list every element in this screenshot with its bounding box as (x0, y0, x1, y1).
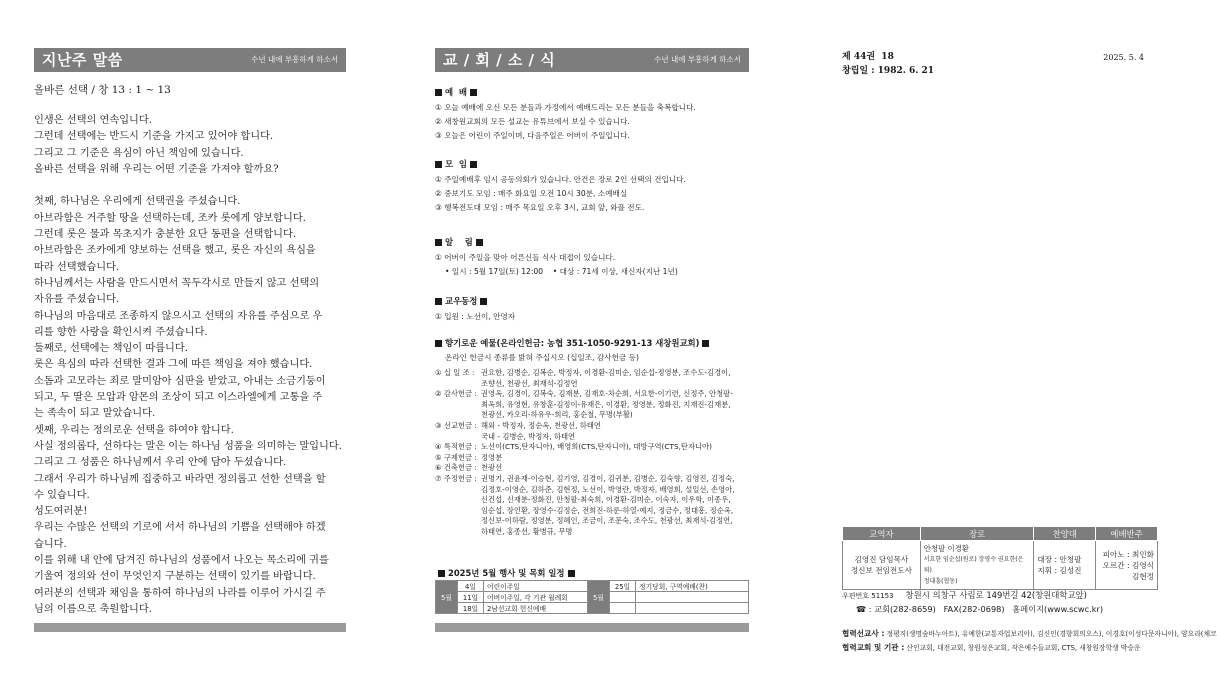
sermon-line: 하나님의 마음대로 조종하지 않으시고 선택의 자유를 주심으로 우 (34, 310, 323, 322)
staff-header-pastors: 교역자 (843, 527, 921, 541)
members-section (435, 295, 749, 324)
offering-names: 정영분 (481, 452, 503, 462)
notice-section (435, 236, 749, 279)
schedule-event (636, 592, 749, 603)
sermon-line: 자유를 주셨습니다. (34, 294, 120, 306)
staff-header-choir: 찬양대 (1034, 527, 1096, 541)
schedule-title: 2025년 5월 행사 및 목회 일정 (435, 567, 749, 579)
sermon-header-title: 지난주 말씀 (42, 51, 123, 69)
notice-item: ① 어버이 주일을 맞아 어른신들 식사 대접이 있습니다. (435, 253, 616, 262)
offering-list (435, 368, 749, 538)
notice-detail: • 일시 : 5월 17일(토) 12:00 • 대상 : 71세 이상, 새신자(지난 1년) (445, 267, 678, 277)
sermon-body (34, 113, 346, 618)
meeting-item: ① 주일예배후 임시 공동의회가 있습니다. 안건은 장로 2인 선택의 건입니다. (435, 175, 686, 184)
sermon-page (34, 0, 346, 681)
news-header-title: 교 / 회 / 소 / 식 (443, 51, 556, 69)
news-header-subtitle: 수년 내에 부흥하게 하소서 (654, 55, 741, 64)
news-page (435, 0, 749, 681)
offering-section (435, 337, 749, 538)
schedule-day: 11일 (458, 592, 484, 603)
offering-category: ④ 특적헌금 : (435, 442, 477, 452)
partner-churches: 협력교회 및 기관 : 산인교회, 대전교회, 창원성은교회, 작은예수들교회, CTS, 새창원장학생 박승운 (842, 643, 1141, 652)
sermon-line: 리를 향한 사랑을 확인시켜 주셨습니다. (34, 326, 208, 338)
sermon-header (34, 48, 346, 72)
worship-item: ② 새창원교회의 모든 설교는 유튜브에서 보실 수 있습니다. (435, 117, 630, 127)
meeting-item: ② 중보기도 모임 : 매주 화요일 오전 10시 30분, 소예배실 (435, 189, 628, 199)
members-title: 교우동정 (435, 295, 749, 307)
worship-section (435, 86, 749, 144)
offering-title: 향기로운 예물(온라인헌금: 농협 351-1050-9291-13 새창원교회) (435, 337, 749, 349)
sermon-line: 그리고 그 성품은 하나님께서 우리 안에 담아 두셨습니다. (34, 457, 287, 469)
meeting-section (435, 158, 749, 216)
sermon-line: 님의 이름으로 축원합니다. (34, 603, 152, 615)
sermon-line: 아브라함은 조카에게 양보하는 선택을 했고, 롯은 자신의 욕심을 (34, 245, 316, 257)
staff-pastors: 김영진 담임목사 정신보 전임전도사 (843, 541, 921, 590)
meeting-item: ③ 행복전도대 모임 : 매주 목요일 오후 3시, 교회 앞, 와플 전도. (435, 203, 645, 213)
sermon-line: 롯은 욕심의 따라 선택한 결과 그에 따른 책임을 져야 했습니다. (34, 359, 313, 371)
address-text: 창원시 의창구 사림로 149번길 42(창원대학교앞) (905, 590, 1087, 600)
sermon-line: 되고, 두 딸은 모압과 암몬의 조상이 되고 이스라엘에게 고통을 주 (34, 392, 323, 404)
sermon-line: 아브라함은 거주할 땅을 선택하는데, 조카 롯에게 양보합니다. (34, 212, 306, 224)
staff-header-elders: 장로 (920, 527, 1034, 541)
worship-item: ③ 오늘은 어린이 주일이며, 다음주일은 어버이 주일입니다. (435, 131, 630, 141)
news-header (435, 48, 749, 72)
schedule-month: 5월 (436, 581, 458, 614)
sermon-line: 셋째, 우리는 정의로운 선택을 하여야 합니다. (34, 424, 234, 436)
offering-category: ⑥ 건축헌금 : (435, 463, 477, 473)
sermon-line: 그리고 그 기준은 욕심이 아닌 책임에 있습니다. (34, 147, 244, 159)
info-page (842, 0, 1217, 681)
meeting-title: 모 임 (435, 158, 749, 170)
offering-category: ⑤ 구제헌금 : (435, 452, 477, 462)
volume-number: 제 44권 18 (842, 52, 894, 62)
sermon-line: 는 족속이 되고 말았습니다. (34, 408, 156, 420)
notice-title: 알 림 (435, 236, 749, 248)
schedule-row (436, 581, 749, 592)
staff-choir: 대장 : 안청팔 지휘 : 김성진 (1034, 541, 1096, 590)
schedule-day (610, 592, 636, 603)
staff-header-accompanist: 예배반주 (1096, 527, 1158, 541)
offering-names: 신건섭, 신재분-정화진, 안청팔-최숙희, 이경환-김미순, 이숙자, 이우학, 이종우, (481, 495, 731, 505)
staff-accompanist: 피아노 : 최인화 오르간 : 김영식 김현정 (1096, 541, 1158, 590)
zip-code: 우편번호 51153 (842, 592, 894, 600)
sermon-line: 수 있습니다. (34, 489, 90, 501)
offering-names: 권영옥, 김경이, 김복숙, 김재분, 김재호-차순희, 서요한-이기련, 신정주, 안청팔- (481, 389, 733, 399)
offering-names: 노선이(CTS,탄자니아), 배영희(CTS,탄자니아), 대방구역(CTS,탄자니아) (481, 442, 712, 452)
offering-row (435, 421, 749, 442)
sermon-line: 올바른 선택을 위해 우리는 어떤 기준을 가져야 할까요? (34, 163, 279, 175)
founded-date: 창립일 : 1982. 6. 21 (842, 66, 935, 76)
worship-title: 예 배 (435, 86, 749, 98)
offering-names: 하태연, 홍종선, 황병규, 무명 (481, 526, 573, 536)
offering-names: 정신보-이하람, 정영분, 정혜인, 조금이, 조문숙, 조수도, 천광선, 최재석-김정연, (481, 516, 733, 526)
sermon-line: 그래서 우리가 하나님께 집중하고 바라면 정의롭고 선한 선택을 할 (34, 473, 326, 485)
sermon-line: 첫째, 하나님은 우리에게 선택권을 주셨습니다. (34, 196, 241, 208)
sermon-reference: 올바른 선택 / 창 13 : 1 ~ 13 (34, 84, 171, 96)
sermon-line: 따라 선택했습니다. (34, 261, 120, 273)
sermon-line: 그런데 선택에는 반드시 기준을 가지고 있어야 합니다. (34, 131, 274, 143)
offering-row (435, 463, 749, 474)
sermon-line: 이를 위해 내 안에 담겨진 하나님의 성품에서 나오는 목소리에 귀를 (34, 555, 329, 567)
sermon-line: 하나님께서는 사람을 만드시면서 꼭두각시로 만들지 않고 선택의 (34, 277, 320, 289)
sermon-line: 둘째로, 선택에는 책임이 따릅니다. (34, 343, 188, 355)
sermon-line: 그런데 롯은 물과 목초지가 충분한 요단 동편을 선택합니다. (34, 229, 297, 241)
schedule-event: 2남선교회 헌신예배 (484, 603, 588, 614)
news-footer-bar (435, 623, 749, 632)
sermon-line: 습니다. (34, 538, 67, 550)
offering-row (435, 389, 749, 421)
worship-item: ① 오늘 예배에 오신 모든 분들과 가정에서 예배드리는 모든 분들을 축복합니다. (435, 103, 696, 112)
staff-table (842, 526, 1158, 590)
sermon-footer-bar (34, 623, 346, 632)
sermon-line (34, 178, 346, 194)
partner-missionaries: 협력선교사 : 정평직(생명숲바누아트), 유예한(교통자업보리아), 김신인(경향회의오스), 이경호(이성다문자니아), 양요라(체코 (842, 629, 1217, 638)
schedule-day: 25일 (610, 581, 636, 592)
church-address (842, 589, 1158, 601)
offering-category: ⑦ 주정헌금 : (435, 473, 477, 483)
sermon-header-subtitle: 수년 내에 부흥하게 하소서 (251, 55, 338, 64)
contact-info: ☎ : 교회(282-8659) FAX(282-0698) 홈페이지(www.scwc.kr) (856, 604, 1104, 614)
sermon-line: 인생은 선택의 연속입니다. (34, 115, 152, 126)
partners (842, 627, 1217, 655)
sermon-line: 소돔과 고모라는 죄로 말미암아 심판을 받았고, 아내는 소금기둥이 (34, 375, 326, 387)
offering-category: ① 십 일 조 : (435, 368, 475, 377)
schedule-event (636, 603, 749, 614)
offering-category: ② 감사헌금 : (435, 389, 477, 399)
offering-row (435, 474, 749, 538)
offering-note: 온라인 헌금시 종류를 밝혀 주십시오 (십일조, 감사헌금 등) (445, 353, 639, 362)
schedule-day (610, 603, 636, 614)
schedule-event: 어린이주일 (484, 581, 588, 592)
offering-names: 최옥희, 유영현, 유창훈-김정이-유재은, 이경환, 정영분, 정화진, 지재진-김재분, (481, 399, 731, 409)
offering-category: ③ 선교헌금 : (435, 420, 477, 430)
offering-names: 권명기, 권윤재-이승현, 김기영, 김경이, 김귀분, 김병순, 김숙향, 김영진, 김정숙, (481, 473, 735, 483)
offering-names: 해외 - 박정자, 정순옥, 천광선, 하태연 (481, 420, 601, 430)
offering-names: 권요한, 김병순, 김복순, 박정자, 이경환-김미순, 임순섭-정영분, 조수도-김경이, (481, 368, 731, 377)
sermon-line: 여러분의 선택과 채임을 통하여 하나님의 나라를 이루어 가시길 주 (34, 587, 326, 599)
issue-date: 2025. 5. 4 (1103, 53, 1144, 62)
offering-names: 국내 - 김병순, 박정자, 하태연 (481, 431, 576, 441)
schedule-day: 18일 (458, 603, 484, 614)
sermon-line: 성도여러분! (34, 506, 88, 518)
offering-names: 김정호-이영순, 김하준, 김현정, 노선이, 박영란, 박정자, 배영희, 설일선, 손영아, (481, 484, 735, 494)
members-item: ① 입원 : 노선이, 안영자 (435, 312, 516, 321)
sermon-line: 사실 정의롭다, 선하다는 말은 이는 하나님 성품을 의미하는 말입니다. (34, 440, 342, 452)
offering-names: 천광선, 카오리-하유우-희리, 홍순철, 무명(부활) (481, 410, 633, 420)
offering-row (435, 453, 749, 464)
staff-elders: 안청팔 이경환 서요한 임순섭(원로) 장영수 권요한(은퇴) 정대흥(협동) (920, 541, 1034, 590)
sermon-line: 우리는 수많은 선택의 기로에 서서 하나님의 기쁨을 선택해야 하겠 (34, 522, 326, 534)
schedule-event: 어버이주일, 각 기관 월례회 (484, 592, 588, 603)
schedule-month: 5월 (588, 581, 610, 614)
schedule-table (435, 580, 749, 614)
offering-names: 천광선 (481, 463, 503, 473)
offering-names: 임순섭, 장인환, 장영수-김정순, 전희진-하룬-하열-예지, 정금수, 정대흥, 정순옥, (481, 505, 734, 515)
offering-row (435, 442, 749, 453)
offering-names: 조향선, 천광선, 최재석-김정연 (481, 378, 578, 388)
sermon-line: 기울여 정의와 선이 무엇인지 구분하는 선택이 있기를 바랍니다. (34, 571, 316, 583)
offering-row (435, 368, 749, 389)
schedule-event: 정기당회, 구역예배(찬) (636, 581, 749, 592)
schedule-day: 4일 (458, 581, 484, 592)
